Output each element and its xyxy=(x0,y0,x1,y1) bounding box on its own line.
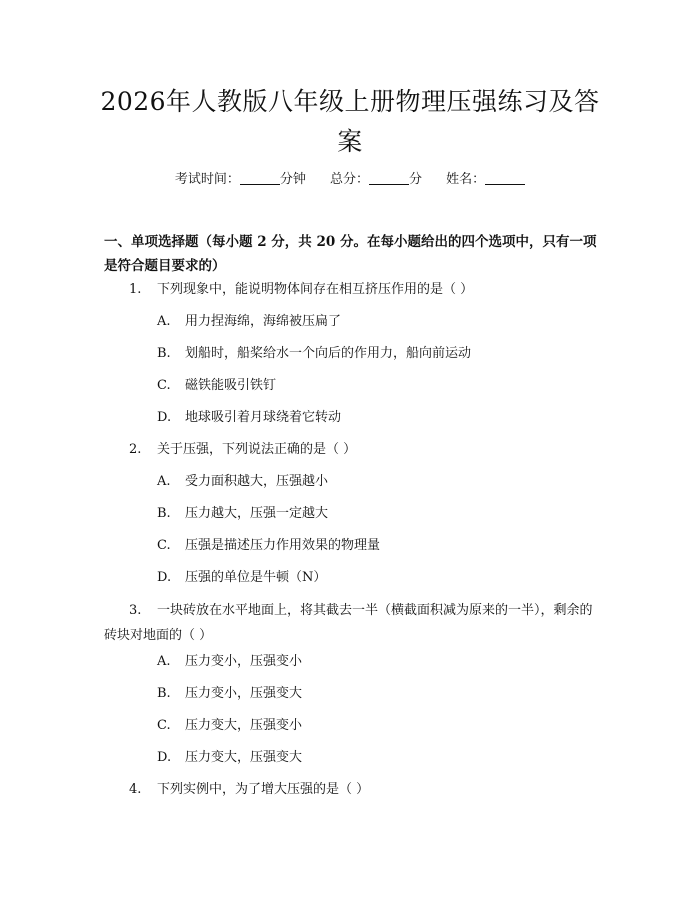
option-text: 压力变小，压强变小 xyxy=(185,654,303,669)
option-text: 压力变小，压强变大 xyxy=(185,686,303,701)
score-label: 总分： xyxy=(329,172,369,187)
option-letter: A. xyxy=(157,474,171,489)
question-4 xyxy=(129,778,369,802)
document-title: 2026年人教版八年级上册物理压强练习及答案 xyxy=(100,87,600,156)
option-3a xyxy=(157,650,302,674)
option-letter: D. xyxy=(157,750,172,765)
question-number: 1. xyxy=(129,282,142,297)
question-number: 3. xyxy=(129,603,142,618)
option-text: 用力捏海绵，海绵被压扁了 xyxy=(185,314,342,329)
question-3 xyxy=(104,598,604,648)
exam-score xyxy=(330,168,422,187)
option-letter: B. xyxy=(157,686,171,701)
question-1 xyxy=(129,278,473,302)
option-text: 压强是描述压力作用效果的物理量 xyxy=(185,538,381,553)
name-blank xyxy=(485,184,525,185)
option-text: 压力越大，压强一定越大 xyxy=(185,506,329,521)
option-text: 地球吸引着月球绕着它转动 xyxy=(185,410,342,425)
question-text: 下列实例中，为了增大压强的是（ ） xyxy=(157,782,370,797)
option-letter: B. xyxy=(157,506,171,521)
option-letter: D. xyxy=(157,570,172,585)
score-blank xyxy=(369,184,409,185)
option-letter: A. xyxy=(157,654,171,669)
option-1a xyxy=(157,310,341,334)
option-3d xyxy=(157,746,302,770)
question-number: 2. xyxy=(129,442,142,457)
time-unit: 分钟 xyxy=(279,172,306,187)
question-text: 下列现象中，能说明物体间存在相互挤压作用的是（ ） xyxy=(157,282,474,297)
time-label: 考试时间： xyxy=(174,172,240,187)
option-letter: B. xyxy=(157,346,171,361)
option-1b xyxy=(157,342,471,366)
time-blank xyxy=(240,184,280,185)
option-text: 压力变大，压强变小 xyxy=(185,718,303,733)
exam-name xyxy=(446,168,525,187)
option-letter: D. xyxy=(157,410,172,425)
option-text: 磁铁能吸引铁钉 xyxy=(185,378,277,393)
option-text: 压强的单位是牛顿（N） xyxy=(185,570,327,585)
exam-time xyxy=(175,168,306,187)
option-1c xyxy=(157,374,276,398)
score-unit: 分 xyxy=(409,172,423,187)
question-text: 关于压强，下列说法正确的是（ ） xyxy=(157,442,357,457)
option-2c xyxy=(157,534,380,558)
option-text: 划船时，船桨给水一个向后的作用力，船向前运动 xyxy=(185,346,472,361)
option-letter: C. xyxy=(157,378,171,393)
question-text: 一块砖放在水平地面上，将其截去一半（横截面积减为原来的一半），剩余的砖块对地面的（ ） xyxy=(104,603,593,643)
option-3b xyxy=(157,682,302,706)
option-text: 受力面积越大，压强越小 xyxy=(185,474,329,489)
section-heading: 一、单项选择题（每小题 2 分，共 20 分。在每小题给出的四个选项中，只有一项是符合题目要求的） xyxy=(104,234,597,274)
exam-meta xyxy=(0,168,700,187)
option-text: 压力变大，压强变大 xyxy=(185,750,303,765)
option-3c xyxy=(157,714,302,738)
option-2b xyxy=(157,502,328,526)
question-2 xyxy=(129,438,356,462)
option-2d xyxy=(157,566,326,590)
option-1d xyxy=(157,406,341,430)
question-number: 4. xyxy=(129,782,142,797)
option-letter: C. xyxy=(157,538,171,553)
option-letter: C. xyxy=(157,718,171,733)
option-letter: A. xyxy=(157,314,171,329)
option-2a xyxy=(157,470,328,494)
name-label: 姓名： xyxy=(446,172,486,187)
